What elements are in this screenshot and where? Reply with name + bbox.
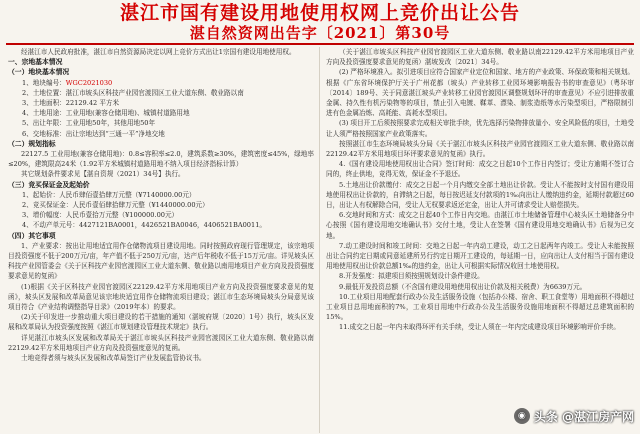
- title-rule: [6, 43, 634, 45]
- section-heading: 一、宗地基本情况: [8, 58, 63, 67]
- paragraph: 11.成交之日起一年内未取得环评有关手续，受让人须在一年内完成建设项目环境影响评价手续。: [339, 323, 620, 332]
- list-item: 2、土地位置：湛江市坡头区科技产业园官渡园区工业大道东侧、敬业路以南: [22, 88, 244, 97]
- paragraph: 1、产业要求：按出让用地适宜用作仓储物流项目建设用地。同时按照政府现行管理规定，该宗地项目投资强度不低于200万元/亩，年产值不低于250万元/亩，达产后年税收不低于15万元/亩。详见坡头区科技产业园管委会《关于区科技产业园官渡园区工业大道东侧、敬业路以南用地项目产业方向及投资强度要求意见的复函》: [8, 241, 314, 281]
- notice-number: 湛自然资网出告字〔2021〕第30号: [189, 24, 451, 42]
- paragraph: 5.土地出让价款缴付：成交之日起一个月内缴交全部土地出让价款。受让人不能按时支付国有建设用地使用权出让价款的，自滞纳之日起，每日按迟延支付款项的1‰向出让人缴纳违约金，延期付款超过60日，出让人有权解除合同，受让人无权要求返还定金，出让人并可请求受让人赔偿损失。: [326, 180, 634, 210]
- list-item: 3、增价幅度：人民币壹拾万元整（¥100000.00元）: [22, 211, 179, 220]
- paragraph: （关于湛江市坡头区科技产业园官渡园区工业大道东侧、敬业路以南22129.42平方米用地项目产业方向及投资强度要求意见的复函）湛坡发改〔2021〕34号。: [326, 48, 634, 67]
- right-column: [326, 47, 634, 433]
- paragraph: 4.《国有建设用地使用权出让合同》签订时间：成交之日起10个工作日内签订；受让方逾期不签订合同的，终止供地，竞得无效，保证金不予退还。: [326, 160, 634, 179]
- subsection-heading: （三）竞买保证金及起始价: [8, 180, 90, 189]
- list-item: 3、土地面积：22129.42 平方米: [22, 99, 120, 108]
- list-item: 2、竞买保证金：人民币壹佰肆拾肆万元整（¥1440000.00元）: [22, 201, 209, 210]
- paragraph: 6.交地时间和方式：成交之日起40个工作日内交地。由湛江市土地储备管理中心坡头区土地储备分中心按照《国有建设用地交地确认书》交付土地，受让人在签署《国有建设用地交地确认书》后视为已交地。: [326, 211, 634, 240]
- paragraph: (2) 严格环境准入。拟引进项目应符合国家产业定位和国家、地方的产业政策、环保政策和相关规划。根据《广东省环境保护厅关于广州花都（坡头）产业转移工业园环境影响报告书的审查意见》（粤环审〔2014〕189号、关于同意湛江坡头产业转移工业园官渡园区调整规划环评的审查意见）不应引进排放重金属、持久性有机污染物等的项目，禁止引入电镀、鞣革、漂染、制浆造纸等水污染型项目，严格限制引进有色金属冶炼、高耗能、高耗水型项目。: [326, 68, 634, 118]
- toutiao-icon: ◉: [514, 408, 530, 424]
- list-item: 5、出让年限：工业用地50年，其他用地50年: [22, 119, 156, 128]
- list-item: 4、土地用途：工业用地(兼容仓储用地)、城镇村道路用地: [22, 109, 190, 118]
- left-column: [8, 47, 314, 433]
- planning-paragraph: 22127.5 工业用地(兼容仓储用地)：0.8≤容积率≤2.0，建筑系数≥30%，建筑密度≤45%，绿地率≤20%，建筑限高24米（1.92平方米城镇村道路用地不纳入项目经济指标计算）: [8, 150, 314, 169]
- paragraph: 7.动工建设时间和竣工时间：交地之日起一年内动工建设，动工之日起两年内竣工。受让人未能按照出让合同约定日期或同意延建所另行约定日期开工建设的，每延期一日，应向出让人支付相当于国有建设用地使用权出让价款总额1‰的违约金，出让人可根据实际情况收回土地使用权。: [326, 241, 634, 271]
- paragraph: 10.工业项目用地配套行政办公及生活服务设施（包括办公楼、宿舍、职工食堂等）用地面积不得超过工业项目总用地面积的7%，工业项目用地中行政办公及生活服务设施用地面积不得超过总建筑面积的15%。: [326, 292, 634, 322]
- paragraph: (2)关于印发进一步推动重大项目建设的若干措施的通知（湛坡府规〔2020〕1号）执行，坡头区发展和改革局认为投资强度按照《湛江市规划建设管理技术规定》执行。: [8, 313, 314, 332]
- parcel-code: WGC2021030: [65, 78, 113, 87]
- page-title: 湛江市国有建设用地使用权网上竞价出让公告: [119, 2, 520, 24]
- intro-paragraph: 经湛江市人民政府批准，湛江市自然资源局决定以网上竞价方式出让1宗国有建设用地使用权。: [21, 48, 296, 56]
- list-item: 6、交地标准：出让宗地达到“三通一平”净地交地: [22, 129, 165, 138]
- list-item: 1、起始价：人民币肆佰壹拾肆万元整（¥7140000.00元）: [22, 190, 196, 199]
- paragraph: 土地竞得者须与坡头区发展和改革局签订产业发展监管协议书。: [21, 354, 206, 363]
- watermark-text: 头条 @湛江房产网: [533, 409, 634, 424]
- paragraph: (3) 项目开工后须按照要求完成相关审批手续，优先选择污染物排放量小、安全风险低的项目，土地受让人须严格按照国家产业政策落实。: [326, 119, 634, 138]
- paragraph: (1)根据《关于区科技产业园官渡园区22129.42平方米用地项目产业方向及投资强度要求意见的复函》，坡头区发展和改革局意见该宗地块适宜用作仓储物流项目建设；湛江市生态环境局坡头分局意见该项目符合《产业结构调整指导目录》（2019年本）的要求。: [8, 282, 314, 312]
- subsection-heading: （四）其它事项: [8, 231, 56, 240]
- paragraph: 8.开发强度：拟建项目须按照规划设计条件建设。: [339, 272, 484, 281]
- subsection-heading: （二）规划指标: [8, 139, 56, 148]
- paragraph: 详见湛江市坡头区发展和改革局关于湛江市坡头区科技产业园官渡园区工业大道东侧、敬业路以南22129.42平方米用地项目产业方向及投资强度意见的复函。: [8, 333, 314, 352]
- subsection-heading: （一）地块基本情况: [8, 68, 70, 77]
- source-watermark: [514, 406, 634, 426]
- planning-note: 其它规划条件要求见【湛自资规（2021）34号】执行。: [21, 170, 185, 179]
- paragraph: 按照湛江市生态环境局坡头分局《关于湛江市坡头区科技产业园官渡园区工业大道东侧、敬业路以南22129.42平方米用地项目环评要求意见的复函》执行。: [326, 139, 634, 159]
- column-divider: [319, 47, 320, 433]
- list-item: 1、地块编号：WGC2021030: [22, 78, 113, 87]
- paragraph: 9.最低开发投资总额（不含国有建设用地使用权出让价款及相关税费）为6639万元。: [339, 282, 587, 291]
- list-item: 4、不动产单元号：4427121BA0001，4426521BA0046，4406521BA0011。: [22, 221, 266, 230]
